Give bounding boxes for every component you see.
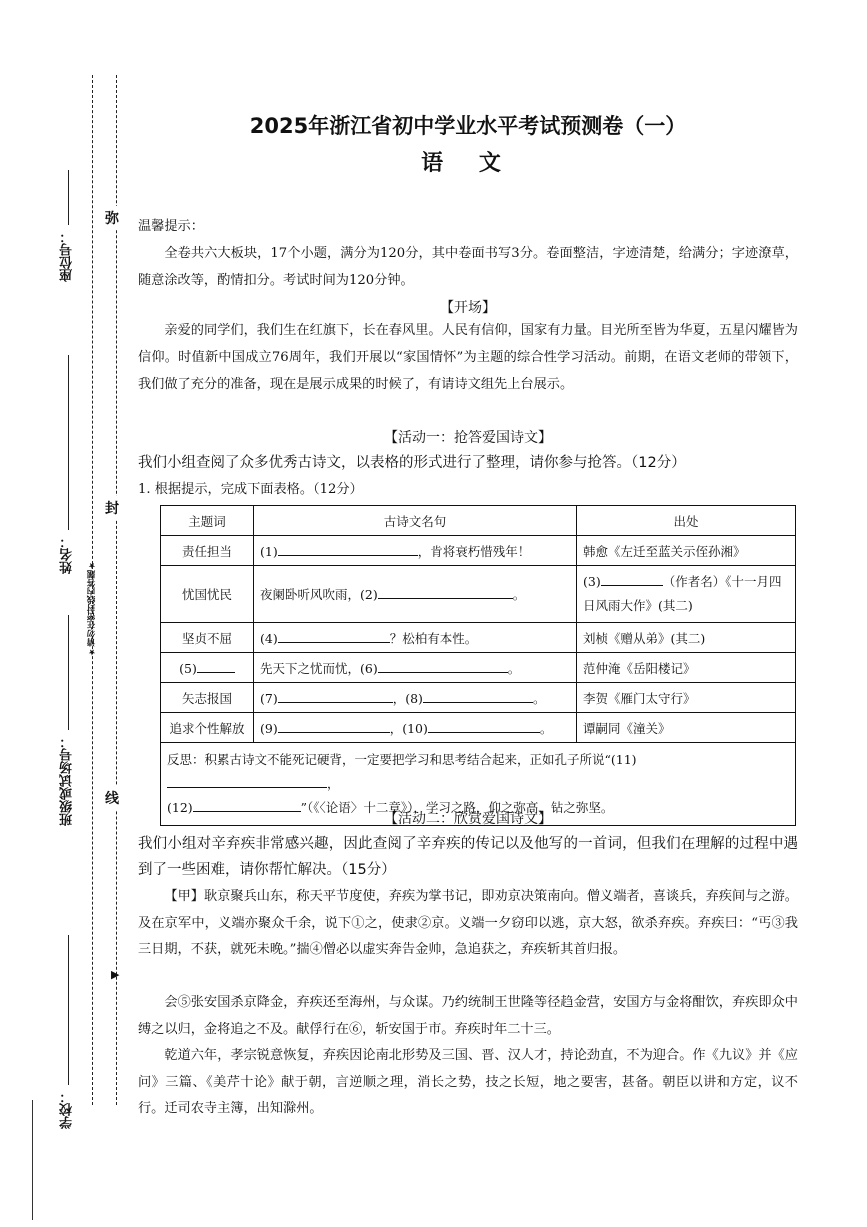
source-cell: 韩愈《左迁至蓝关示侄孙湘》 [577, 536, 796, 566]
activity1-heading: 【活动一：抢答爱国诗文】 [384, 430, 552, 446]
blank-label: (1) [260, 543, 278, 559]
note-text: 反思：积累古诗文不能死记硬背，一定要把学习和思考结合起来，正如孔子所说“(11) [167, 752, 637, 767]
blank-label: ，(10) [389, 720, 428, 736]
verse-cell [254, 713, 577, 743]
arrow-icon: ▶ [111, 968, 120, 981]
table-header-row [161, 506, 796, 536]
header-source: 出处 [577, 506, 796, 536]
source-cell: 李贺《雁门太守行》 [577, 683, 796, 713]
activity2-heading: 【活动二：欣赏爱国诗文】 [384, 811, 552, 827]
note-text: ， [327, 776, 340, 791]
verse-text: 先天下之忧而忧，(6) [260, 660, 378, 676]
blank-label: (3) [583, 574, 601, 589]
table-row [161, 536, 796, 566]
verse-cell [254, 623, 577, 653]
answer-blank-2[interactable] [378, 586, 513, 599]
edge-line [32, 1100, 33, 1220]
page-title: 2025年浙江省初中学业水平考试预测卷（一） [249, 114, 687, 138]
activity1-intro: 我们小组查阅了众多优秀古诗文，以表格的形式进行了整理，请你参与抢答。（12分） [138, 455, 686, 471]
name-underline [68, 355, 69, 530]
verse-cell [254, 536, 577, 566]
school-underline [68, 935, 69, 1085]
verse-text: 。 [532, 690, 546, 706]
source-cell: 刘桢《赠从弟》(其二) [577, 623, 796, 653]
seat-underline [68, 170, 69, 225]
seat-label: 座位号： [60, 230, 75, 282]
seal-warning-note: ★请勿在密封线内答题★ [87, 560, 97, 657]
blank-label: (7) [260, 690, 278, 706]
theme-cell [161, 653, 254, 683]
source-text: （作者名）《十一月四日风雨大作》(其二) [583, 574, 782, 613]
exam-room-underline [68, 615, 69, 730]
verse-text: ？松柏有本性。 [389, 630, 478, 646]
activity2-intro: 我们小组对辛弃疾非常感兴趣，因此查阅了辛弃疾的传记以及他写的一首词，但我们在理解的过程中遇到了一些困难，请你帮忙解决。（15分） [138, 836, 798, 878]
theme-cell: 矢志报国 [161, 683, 254, 713]
answer-blank-9[interactable] [278, 720, 390, 733]
answer-blank-4[interactable] [278, 630, 390, 643]
source-cell: 范仲淹《岳阳楼记》 [577, 653, 796, 683]
question-1: 1. 根据提示，完成下面表格。（12分） [138, 482, 363, 497]
answer-blank-5[interactable] [197, 660, 235, 673]
exam-room-label: 班级或试场号： [60, 735, 75, 826]
binding-margin [0, 0, 135, 1227]
answer-blank-7[interactable] [278, 690, 393, 703]
answer-blank-10[interactable] [428, 720, 540, 733]
verse-text: ，肯将衰朽惜残年！ [417, 543, 531, 559]
header-verse: 古诗文名句 [254, 506, 577, 536]
seal-char-feng: 封 [105, 496, 119, 520]
verse-cell [254, 566, 577, 623]
school-label: 学校： [60, 1090, 75, 1129]
seal-char-xian: 线 [105, 786, 119, 810]
verse-text: 夜阑卧听风吹雨，(2) [260, 587, 378, 602]
verse-text: 。 [539, 720, 553, 736]
passage-paragraph-1: 【甲】耿京聚兵山东，称天平节度使，弃疾为掌书记，即劝京决策南向。僧义端者，喜谈兵，弃疾间与之游。及在京军中，义端亦聚众千余，说下①之，使隶②京。义端一夕窃印以逃，京大怒，欲杀弃疾。弃疾曰：“丐③我三日期，不获，就死未晚。”揣④僧必以虚实奔告金帅，急追获之，弃疾斩其首归报。 [138, 889, 798, 957]
poetry-table [160, 505, 796, 826]
blank-label: (12) [167, 800, 193, 815]
subject-title: 语 文 [421, 151, 515, 176]
verse-cell [254, 683, 577, 713]
tips-heading: 温馨提示： [138, 219, 204, 234]
tips-body: 全卷共六大板块，17个小题，满分为120分，其中卷面书写3分。卷面整洁，字迹清楚，给满分；字迹潦草，随意涂改等，酌情扣分。考试时间为120分钟。 [138, 246, 798, 288]
theme-cell: 责任担当 [161, 536, 254, 566]
table-row [161, 713, 796, 743]
note-text: ”（《〈论语〉十二章》），学习之路，仰之弥高，钻之弥坚。 [300, 800, 614, 815]
opening-body: 亲爱的同学们，我们生在红旗下，长在春风里。人民有信仰，国家有力量。目光所至皆为华夏，五星闪耀皆为信仰。时值新中国成立76周年，我们开展以“家国情怀”为主题的综合性学习活动。前期，在语文老师的带领下，我们做了充分的准备，现在是展示成果的时候了，有请诗文组先上台展示。 [138, 323, 798, 392]
verse-text: 。 [507, 660, 521, 676]
theme-cell: 坚贞不屈 [161, 623, 254, 653]
seal-char-mi: 弥 [105, 206, 119, 230]
blank-label: (9) [260, 720, 278, 736]
opening-heading: 【开场】 [440, 300, 496, 316]
blank-label: (5) [179, 660, 197, 676]
theme-cell: 忧国忧民 [161, 566, 254, 623]
table-row [161, 683, 796, 713]
table-row [161, 566, 796, 623]
answer-blank-8[interactable] [423, 690, 533, 703]
verse-cell [254, 653, 577, 683]
answer-blank-1[interactable] [278, 543, 418, 556]
source-cell: 谭嗣同《潼关》 [577, 713, 796, 743]
table-row [161, 653, 796, 683]
header-theme: 主题词 [161, 506, 254, 536]
name-label: 姓名： [60, 535, 75, 574]
answer-blank-11[interactable] [167, 775, 327, 788]
source-cell [577, 566, 796, 623]
blank-label: ，(8) [392, 690, 423, 706]
blank-label: (4) [260, 630, 278, 646]
answer-blank-6[interactable] [378, 660, 508, 673]
passage-paragraph-3: 乾道六年，孝宗锐意恢复，弃疾因论南北形势及三国、晋、汉人才，持论劲直，不为迎合。作《九议》并《应问》三篇、《美芹十论》献于朝，言逆顺之理，消长之势，技之长短，地之要害，甚备。朝臣以讲和方定，议不行。迁司农寺主簿，出知滁州。 [138, 1048, 798, 1116]
theme-cell: 追求个性解放 [161, 713, 254, 743]
verse-text: 。 [512, 587, 526, 602]
table-row [161, 623, 796, 653]
passage-paragraph-2: 会⑤张安国杀京降金，弃疾还至海州，与众谋。乃约统制王世隆等径趋金营，安国方与金将酣饮，弃疾即众中缚之以归，金将追之不及。献俘行在⑥，斩安国于市。弃疾时年二十三。 [138, 995, 798, 1037]
answer-blank-3[interactable] [601, 573, 663, 586]
